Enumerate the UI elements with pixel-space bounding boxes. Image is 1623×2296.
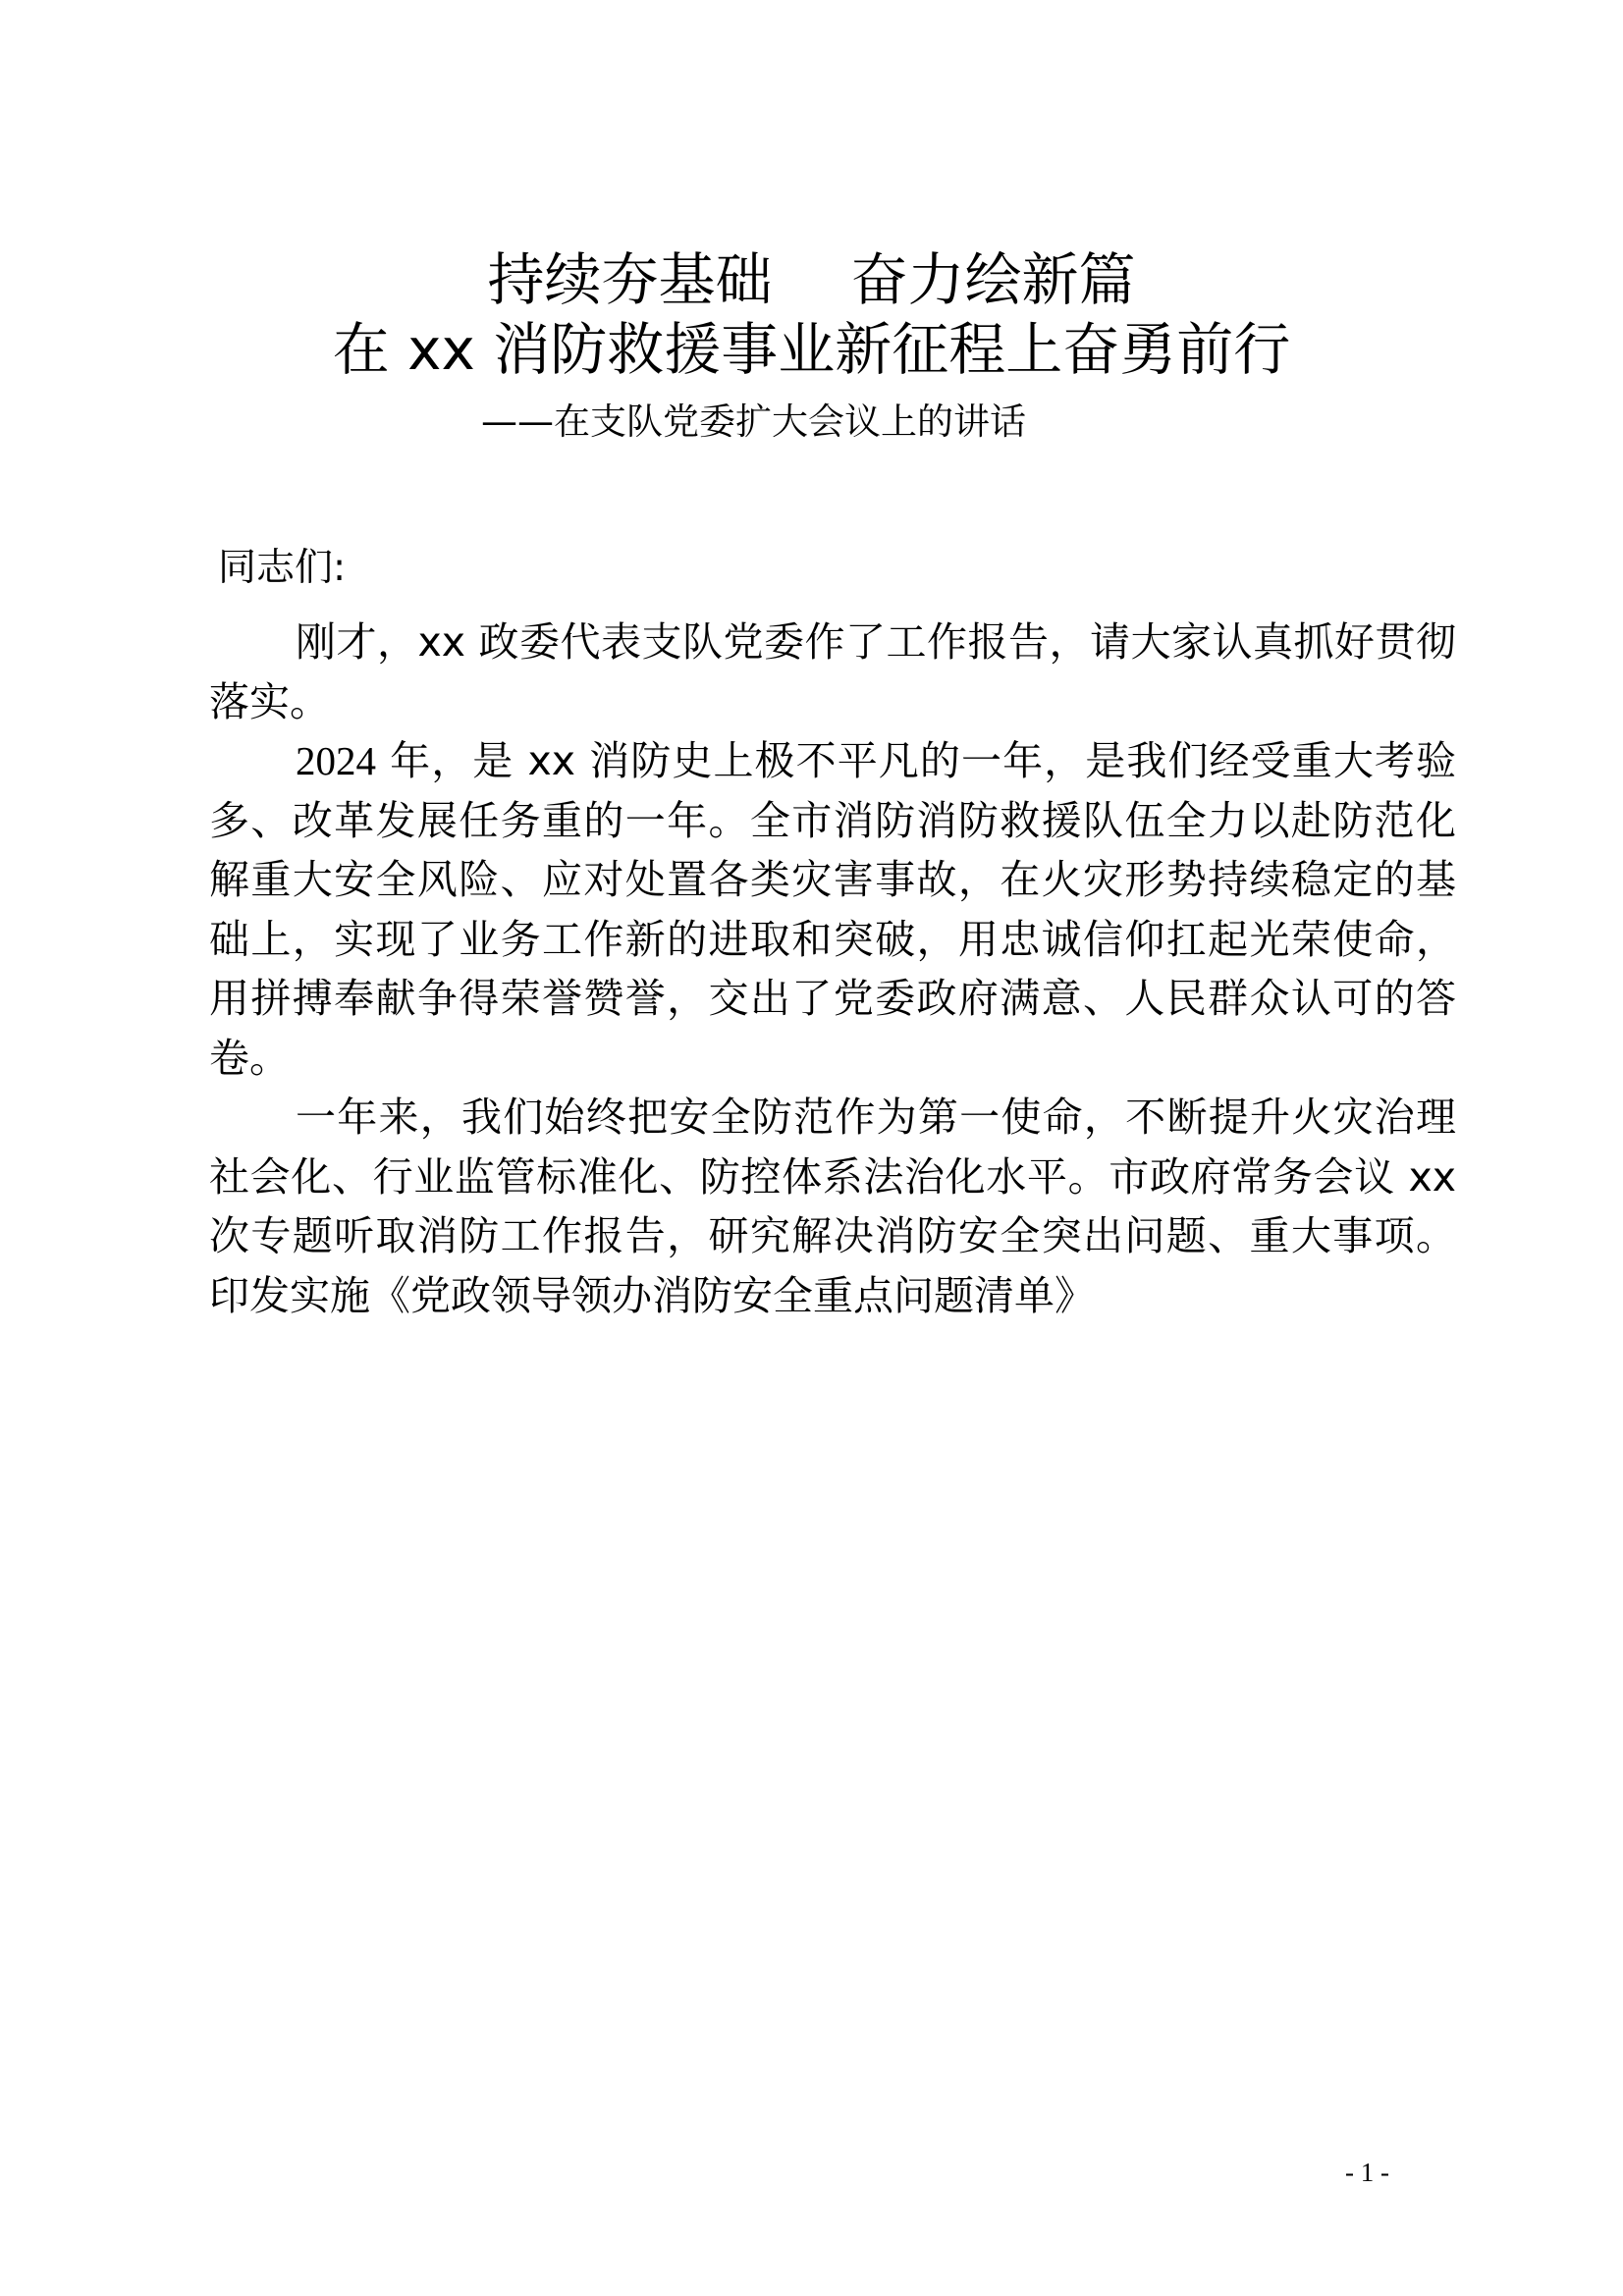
- paragraph-2-text: 年，是 xx 消防史上极不平凡的一年，是我们经受重大考验多、改革发展任务重的一年。全市消防消防救援队伍全力以赴防范化解重大安全风险、应对处置各类灾害事故，在火灾形势持续稳定的基础上，实现了业务工作新的进取和突破，用忠诚信仰扛起光荣使命，用拼搏奉献争得荣誉赞誉，交出了党委政府满意、人民群众认可的答卷。: [209, 737, 1456, 1082]
- title-phrase-2: 奋力绘新篇: [850, 246, 1136, 313]
- greeting: 同志们:: [218, 546, 347, 590]
- page-number: - 1 -: [1345, 2158, 1389, 2187]
- main-title-line-2: 在 xx 消防救援事业新征程上奋勇前行: [332, 316, 1291, 383]
- title-phrase-1: 持续夯基础: [487, 246, 773, 313]
- main-title-line-1: [0, 247, 1623, 313]
- subtitle: ——在支队党委扩大会议上的讲话: [481, 400, 1026, 443]
- paragraph-2-year: 2024: [296, 738, 376, 783]
- paragraph-3: 一年来，我们始终把安全防范作为第一使命，不断提升火灾治理社会化、行业监管标准化、防控体系法治化水平。市政府常务会议 xx 次专题听取消防工作报告，研究解决消防安全突出问题、重大事项。印发实施《党政领导领办消防安全重点问题清单》: [209, 1094, 1456, 1319]
- paragraph-2: [209, 731, 1456, 1088]
- paragraph-1: 刚才，xx 政委代表支队党委作了工作报告，请大家认真抓好贯彻落实。: [209, 618, 1456, 725]
- body-text: [209, 613, 1456, 1325]
